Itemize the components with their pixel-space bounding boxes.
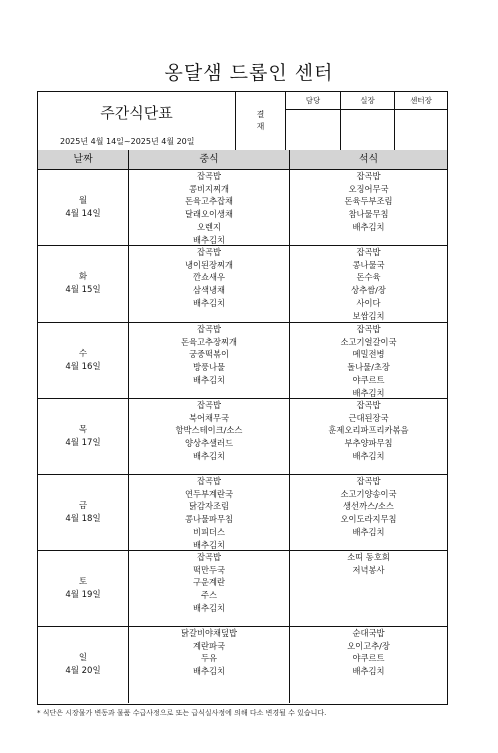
page-title: 옹달샘 드롭인 센터: [164, 62, 334, 84]
menu-item: 돈수육: [356, 272, 381, 283]
menu-item: 배추김치: [192, 539, 226, 550]
menu-item: 닭갈비야채덮밥: [180, 628, 238, 638]
weekday: 화: [78, 272, 88, 282]
date-cell: [38, 399, 129, 474]
menu-item: 오렌지: [196, 221, 222, 232]
dinner-cell: [290, 323, 447, 398]
weekday: 월: [78, 195, 88, 206]
menu-item: 저녁봉사: [352, 564, 385, 575]
weekday: 금: [78, 500, 88, 511]
approver-box-staff: [286, 92, 340, 150]
date-cell: [38, 170, 129, 245]
table-header-block: [38, 92, 447, 151]
column-header-lunch: 중식: [129, 150, 290, 169]
menu-item: 잡곡밥: [196, 552, 222, 562]
menu-item: 근대된장국: [348, 412, 389, 423]
date: 4월 15일: [65, 285, 101, 295]
menu-item: 배추김치: [192, 374, 226, 385]
menu-item: 연두부계란국: [184, 488, 234, 499]
date: 4월 18일: [65, 513, 101, 524]
table-row: [38, 170, 447, 246]
dinner-cell: [290, 399, 447, 474]
menu-item: 잡곡밥: [356, 476, 381, 486]
menu-item: 두유: [200, 653, 218, 664]
menu-item: 잡곡밥: [356, 247, 381, 257]
date-cell: [38, 475, 129, 550]
menu-item: 부추양파무침: [344, 438, 393, 449]
menu-item: 잡곡밥: [356, 400, 381, 410]
menu-item: 배추김치: [192, 234, 226, 245]
menu-item: 오징어무국: [348, 183, 389, 194]
date: 4월 16일: [65, 361, 101, 372]
column-header-date: 날짜: [38, 150, 129, 169]
lunch-cell: [129, 475, 290, 550]
approval-boxes: [286, 92, 447, 150]
date-cell: [38, 323, 129, 398]
menu-item: 돌나물/초장: [347, 362, 390, 373]
menu-item: 비피더스: [192, 526, 226, 537]
menu-table: [37, 91, 448, 705]
table-row: [38, 627, 447, 703]
menu-item: 돈육고추장찌개: [180, 336, 238, 347]
menu-item: 배추김치: [352, 666, 385, 677]
menu-item: 돈육두부조림: [344, 196, 393, 207]
menu-item: 메밀전병: [352, 349, 385, 360]
dinner-cell: [290, 170, 447, 245]
menu-item: 오이고추/장: [347, 640, 390, 651]
menu-item: 계란파국: [192, 640, 226, 651]
menu-item: 방풍나물: [192, 362, 226, 373]
date-cell: [38, 627, 129, 703]
approver-box-director: [394, 92, 447, 150]
menu-item: 달래오이생채: [184, 209, 234, 220]
date-cell: [38, 246, 129, 322]
menu-item: 소고기얼갈이국: [340, 336, 397, 347]
weekday: 목: [78, 424, 88, 435]
weekday: 토: [78, 576, 88, 587]
table-row: [38, 323, 447, 399]
menu-item: 배추김치: [192, 297, 226, 308]
menu-item: 닭감자조림: [188, 501, 230, 512]
weekly-title-box: [38, 92, 236, 150]
dinner-cell: [290, 627, 447, 703]
lunch-cell: [129, 170, 290, 245]
menu-item: 잡곡밥: [196, 476, 222, 486]
menu-item: 잡곡밥: [196, 171, 222, 181]
menu-item: 훈제오리파프리카볶음: [328, 425, 409, 436]
menu-item: 오이도라지무침: [340, 514, 397, 525]
approver-label: 실장: [341, 92, 394, 110]
menu-item: 냉이된장찌개: [184, 259, 234, 270]
lunch-cell: [129, 551, 290, 626]
menu-item: 삼색냉채: [192, 285, 226, 296]
approver-box-manager: [340, 92, 394, 150]
menu-item: 양상추샐러드: [184, 438, 234, 449]
menu-item: 배추김치: [352, 450, 385, 461]
approval-label: [236, 92, 286, 150]
approver-label: 센터장: [395, 92, 447, 110]
menu-item: 잡곡밥: [196, 324, 222, 334]
menu-item: 주스: [200, 590, 218, 601]
footnote: * 식단은 시장물가 변동과 물품 수급사정으로 또는 급식실사정에 의해 다소 변경될 수 있습니다.: [37, 709, 327, 717]
date-range: 2025년 4월 14일~2025년 4월 20일: [60, 137, 195, 146]
date: 4월 20일: [65, 666, 101, 676]
table-row: [38, 475, 447, 551]
menu-item: 콩나물파무침: [184, 514, 234, 525]
menu-item: 돈육고추잡채: [184, 196, 234, 207]
menu-item: 떡만두국: [192, 564, 226, 575]
menu-item: 콩비지찌개: [188, 183, 230, 194]
menu-item: 콩나물국: [352, 259, 385, 270]
menu-item: 함박스테이크/소스: [175, 425, 243, 436]
menu-item: 배추김치: [352, 387, 385, 398]
dinner-cell: [290, 475, 447, 550]
column-header-row: [38, 150, 447, 170]
lunch-cell: [129, 246, 290, 322]
menu-item: 깐쇼새우: [192, 272, 226, 283]
lunch-cell: [129, 323, 290, 398]
weekday: 일: [78, 653, 88, 663]
menu-item: 상추쌈/장: [351, 285, 386, 296]
menu-item: 잡곡밥: [356, 324, 381, 334]
approval-label-1: 결: [256, 110, 265, 119]
menu-item: 야쿠르트: [352, 374, 385, 385]
approver-label: 담당: [286, 92, 340, 110]
dinner-cell: [290, 551, 447, 626]
lunch-cell: [129, 627, 290, 703]
menu-item: 잡곡밥: [196, 247, 222, 257]
menu-item: 소띠 동호회: [347, 552, 390, 562]
menu-item: 보쌈김치: [352, 310, 385, 321]
table-row: [38, 399, 447, 475]
menu-item: 배추김치: [192, 602, 226, 613]
menu-item: 잡곡밥: [356, 171, 381, 181]
table-row: [38, 246, 447, 323]
menu-item: 배추김치: [192, 450, 226, 461]
menu-item: 순대국밥: [352, 628, 385, 638]
menu-item: 구운계란: [192, 577, 226, 588]
menu-item: 야쿠르트: [352, 653, 385, 664]
menu-item: 배추김치: [352, 526, 385, 537]
menu-item: 배추김치: [352, 221, 385, 232]
date-cell: [38, 551, 129, 626]
dinner-cell: [290, 246, 447, 322]
approval-label-2: 재: [256, 122, 265, 131]
weekday: 수: [78, 348, 88, 359]
table-row: [38, 551, 447, 627]
date: 4월 19일: [65, 589, 101, 600]
column-header-dinner: 석식: [358, 154, 379, 165]
date: 4월 14일: [65, 208, 101, 219]
menu-item: 북어채무국: [188, 412, 230, 423]
menu-item: 참나물무침: [348, 209, 389, 220]
menu-item: 궁중떡볶이: [188, 349, 230, 360]
menu-item: 배추김치: [192, 666, 226, 677]
date: 4월 17일: [65, 437, 101, 448]
weekly-title: 주간식단표: [100, 104, 173, 122]
menu-item: 사이다: [356, 297, 381, 308]
menu-item: 생선까스/소스: [343, 501, 394, 512]
menu-item: 잡곡밥: [196, 400, 222, 410]
menu-item: 소고기양송이국: [340, 488, 397, 499]
lunch-cell: [129, 399, 290, 474]
